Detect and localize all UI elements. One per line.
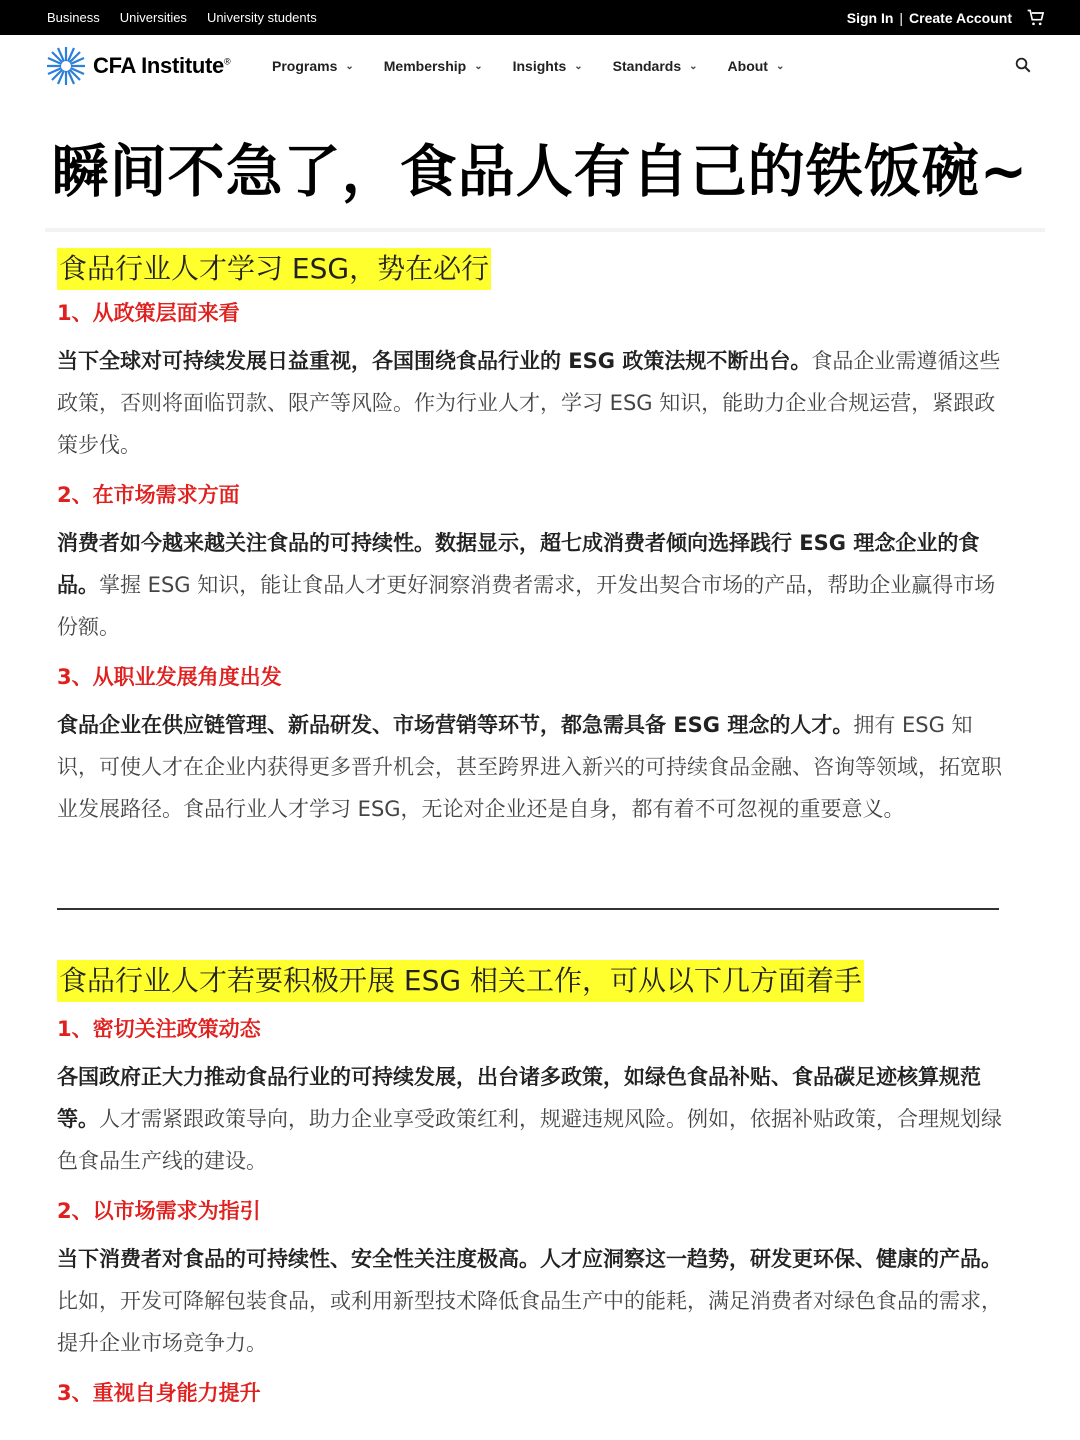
point-label: 1、密切关注政策动态 xyxy=(57,1017,261,1041)
account-links xyxy=(847,0,1046,35)
point-body-bold: 食品企业在供应链管理、新品研发、市场营销等环节，都急需具备 ESG 理念的人才。 xyxy=(57,713,854,737)
point-body-bold: 消费者如今越来越关注食品的可持续性。数据显示，超七成消费者倾向选择践行 ESG 理念企业的食品。 xyxy=(57,531,980,597)
primary-menu xyxy=(272,35,814,97)
logo-registered-mark: ® xyxy=(223,56,231,67)
point-label: 3、重视自身能力提升 xyxy=(57,1381,261,1405)
point-body xyxy=(57,704,1002,830)
point-body-text: 人才需紧跟政策导向，助力企业享受政策红利，规避违规风险。例如，依据补贴政策，合理规划绿色食品生产线的建设。 xyxy=(57,1107,1002,1173)
business-link[interactable]: Business xyxy=(47,10,100,25)
point-body-text: 拥有 ESG 知识，可使人才在企业内获得更多晋升机会，甚至跨界进入新兴的可持续食品金融、咨询等领域，拓宽职业发展路径。食品行业人才学习 ESG，无论对企业还是自身，都有着不可忽视的重要意义。 xyxy=(57,713,1002,821)
point-body-bold: 各国政府正大力推动食品行业的可持续发展，出台诸多政策，如绿色食品补贴、食品碳足迹核算规范等。 xyxy=(57,1065,981,1131)
page-title: 瞬间不急了，食品人有自己的铁饭碗~ xyxy=(51,139,1029,205)
chevron-down-icon: ⌄ xyxy=(689,60,698,72)
point-label: 2、以市场需求为指引 xyxy=(57,1199,261,1223)
sign-in-link[interactable]: Sign In xyxy=(846,9,894,26)
nav-item-programs[interactable] xyxy=(272,58,354,74)
top-utility-bar xyxy=(0,0,1080,35)
nav-item-membership[interactable] xyxy=(384,58,483,74)
university-students-link[interactable]: University students xyxy=(206,10,317,25)
point-body-text: 食品企业需遵循这些政策，否则将面临罚款、限产等风险。作为行业人才，学习 ESG 知识，能助力企业合规运营，紧跟政策步伐。 xyxy=(57,349,1001,457)
logo-wordmark xyxy=(93,53,230,79)
nav-item-insights[interactable] xyxy=(513,58,583,74)
chevron-down-icon: ⌄ xyxy=(775,60,785,72)
account-separator: | xyxy=(899,9,904,26)
nav-label: Standards xyxy=(612,58,682,74)
logo-text: CFA Institute xyxy=(93,53,224,78)
title-divider xyxy=(45,228,1045,232)
nav-item-about[interactable] xyxy=(728,58,785,74)
point-body xyxy=(57,340,1002,466)
point-body xyxy=(57,1056,1002,1182)
chevron-down-icon: ⌄ xyxy=(474,60,483,72)
point-label: 3、从职业发展角度出发 xyxy=(57,665,282,689)
chevron-down-icon: ⌄ xyxy=(345,60,354,72)
nav-item-standards[interactable] xyxy=(613,58,698,74)
audience-links xyxy=(47,0,317,35)
point-label: 2、在市场需求方面 xyxy=(57,483,240,507)
section-heading: 食品行业人才若要积极开展 ESG 相关工作，可从以下几方面着手 xyxy=(57,960,864,1002)
point-body-text: 掌握 ESG 知识，能让食品人才更好洞察消费者需求，开发出契合市场的产品，帮助企业赢得市场份额。 xyxy=(57,573,996,639)
section-heading: 食品行业人才学习 ESG，势在必行 xyxy=(57,248,491,290)
point-label: 1、从政策层面来看 xyxy=(57,301,240,325)
main-navigation xyxy=(0,35,1080,97)
chevron-down-icon: ⌄ xyxy=(574,60,583,72)
point-body-bold: 当下全球对可持续发展日益重视，各国围绕食品行业的 ESG 政策法规不断出台。 xyxy=(57,349,812,373)
point-body xyxy=(57,1238,1002,1364)
point-body xyxy=(57,522,1002,648)
create-account-link[interactable]: Create Account xyxy=(909,9,1012,26)
nav-label: About xyxy=(727,58,768,74)
nav-label: Programs xyxy=(272,58,338,74)
search-icon[interactable] xyxy=(1014,56,1032,79)
section-divider xyxy=(57,908,999,910)
point-body-bold: 当下消费者对食品的可持续性、安全性关注度极高。人才应洞察这一趋势，研发更环保、健康的产品。 xyxy=(57,1247,1002,1271)
globe-logo-icon xyxy=(45,45,87,87)
nav-label: Membership xyxy=(383,58,467,74)
nav-label: Insights xyxy=(512,58,567,74)
section-esg-necessity xyxy=(57,248,1002,290)
point-body-text: 比如，开发可降解包装食品，或利用新型技术降低食品生产中的能耗，满足消费者对绿色食品的需求，提升企业市场竞争力。 xyxy=(57,1289,1002,1355)
section-esg-actions xyxy=(57,960,1002,1002)
cfa-logo[interactable] xyxy=(45,45,230,87)
universities-link[interactable]: Universities xyxy=(119,10,187,25)
cart-icon[interactable] xyxy=(1026,8,1046,28)
